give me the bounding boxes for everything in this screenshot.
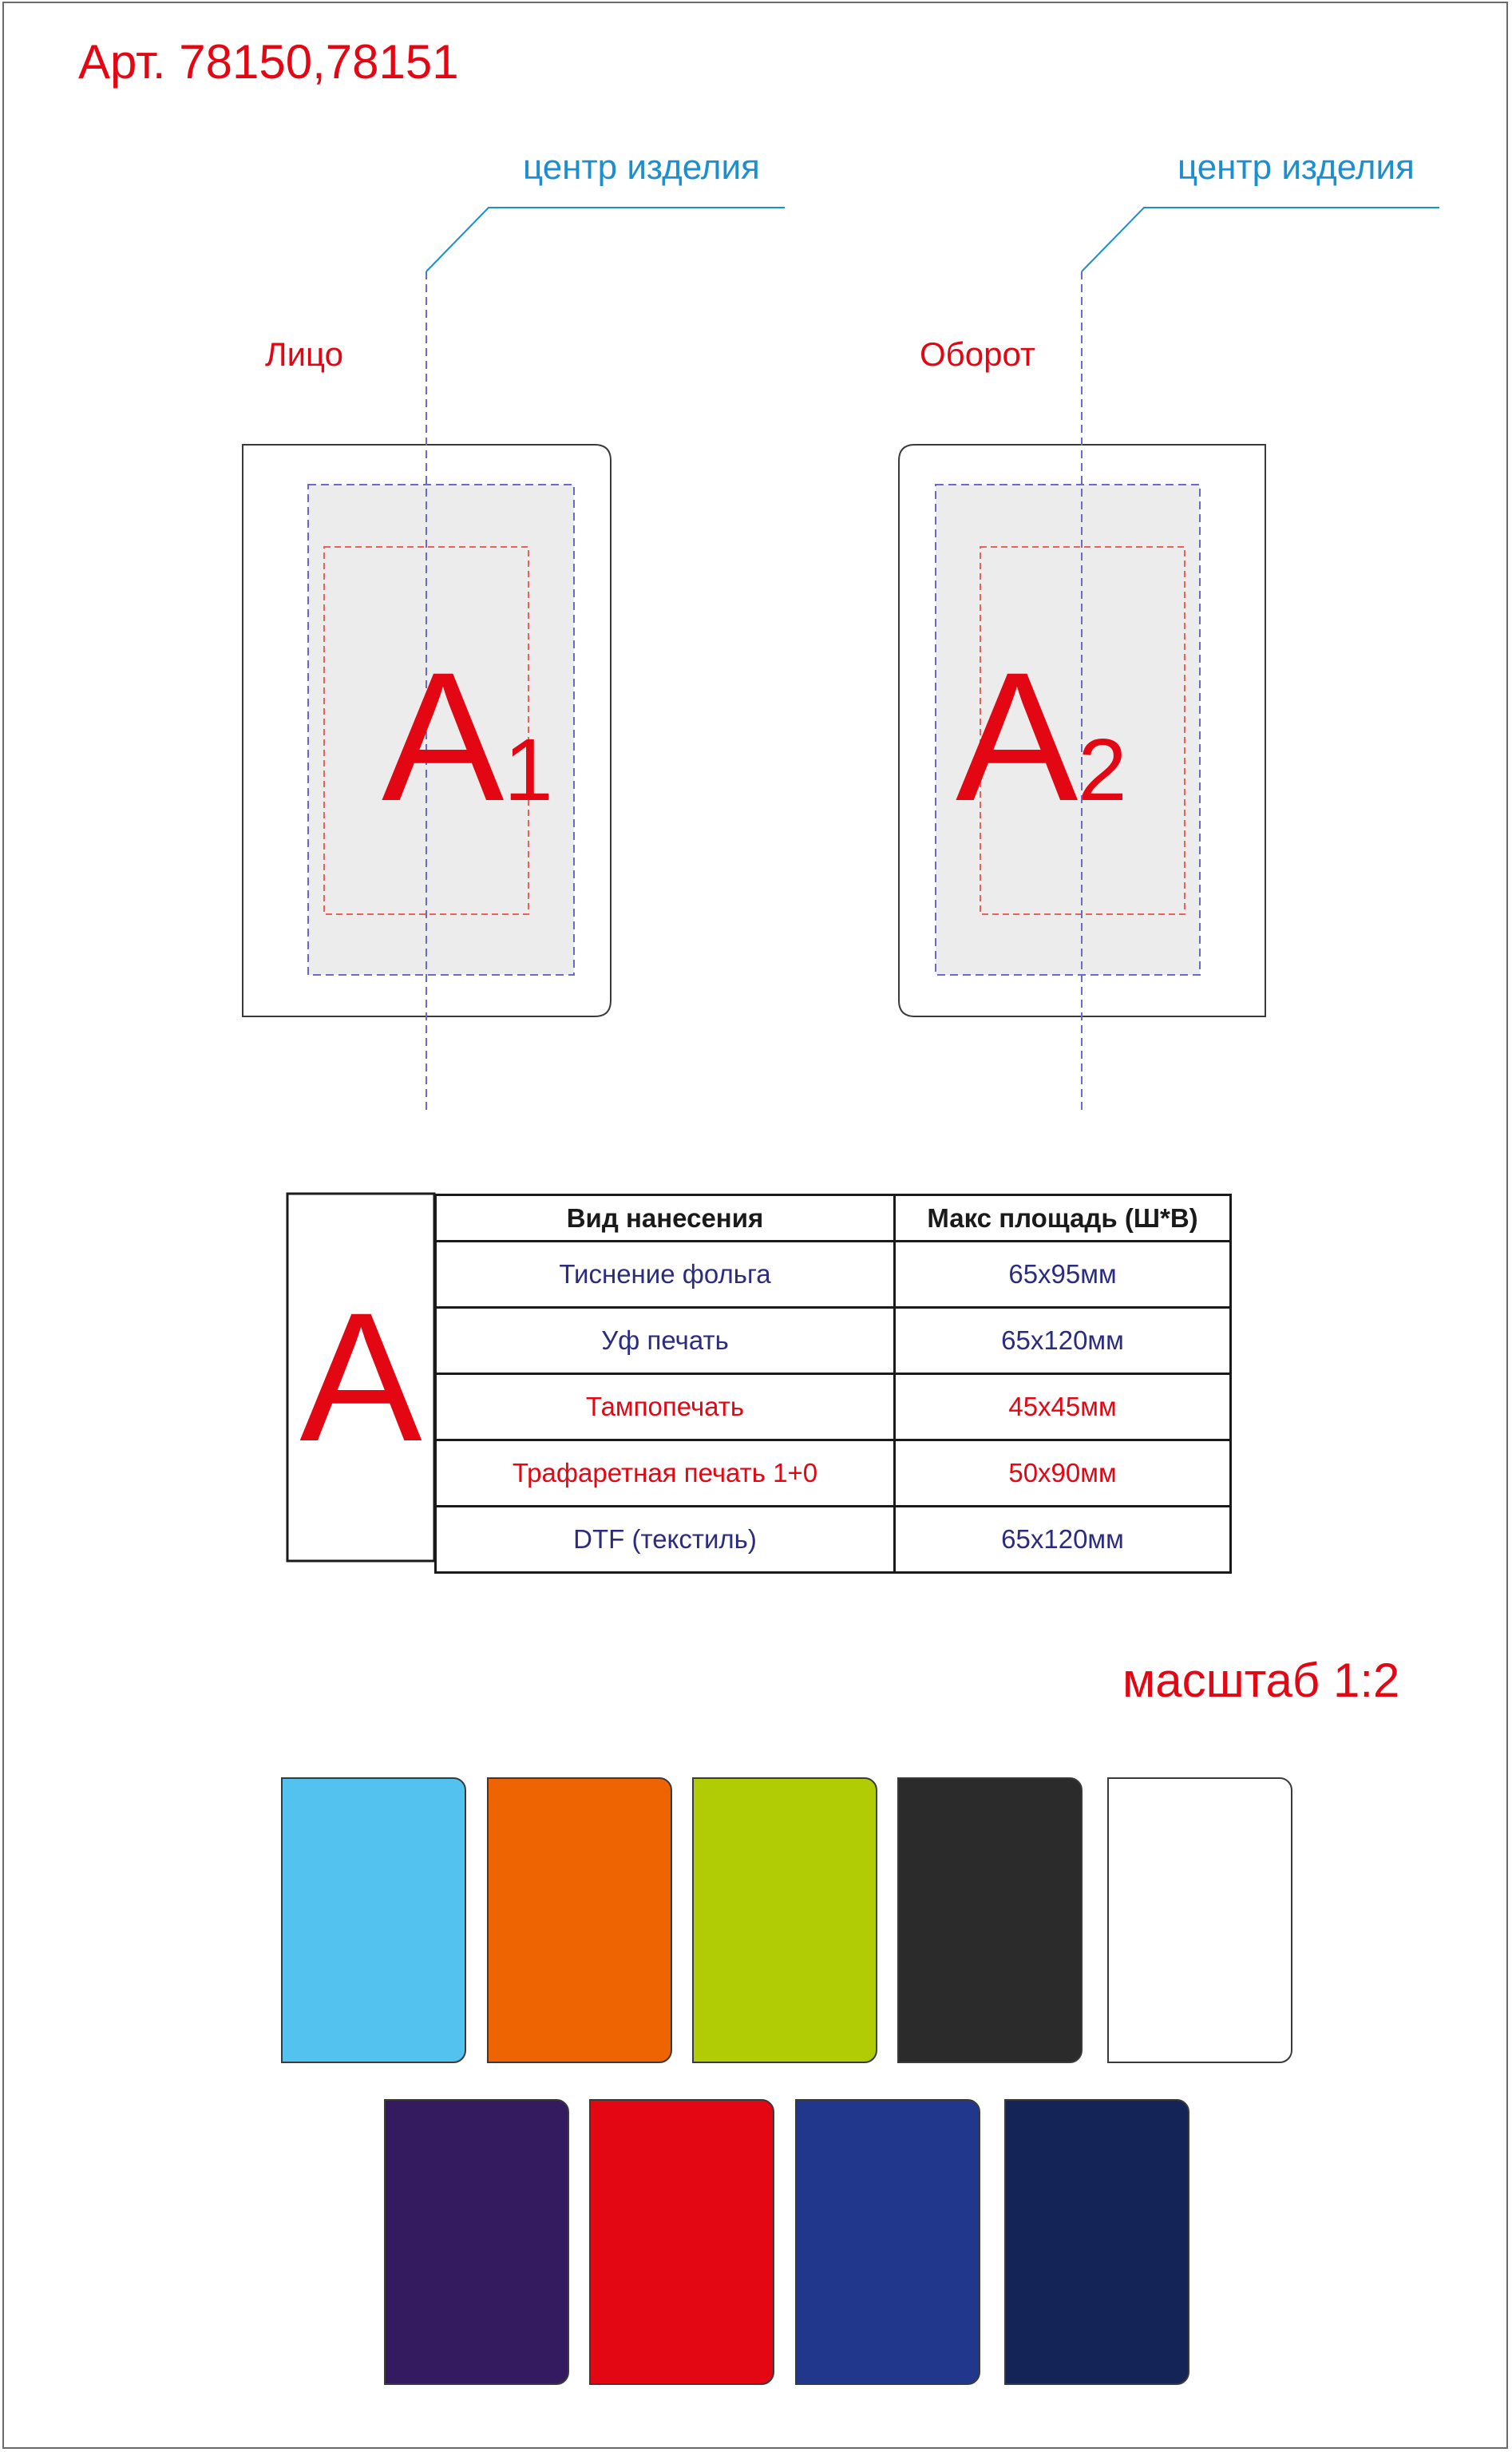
size-cell: 65х120мм: [895, 1507, 1231, 1573]
scale-label: масштаб 1:2: [1122, 1654, 1400, 1707]
color-swatch-white[interactable]: [1107, 1777, 1292, 2063]
table-area-letter: A: [299, 1274, 422, 1480]
center-label-front: центр изделия: [523, 148, 760, 187]
center-label-back: центр изделия: [1178, 148, 1415, 187]
article-title: Арт. 78150,78151: [78, 35, 459, 89]
method-cell: Трафаретная печать 1+0: [436, 1440, 895, 1507]
color-swatch-light-blue[interactable]: [281, 1777, 466, 2063]
color-swatch-blue[interactable]: [795, 2099, 980, 2385]
front-side-label: Лицо: [265, 335, 343, 373]
color-swatch-red[interactable]: [589, 2099, 774, 2385]
color-swatch-purple[interactable]: [384, 2099, 569, 2385]
method-cell: Тампопечать: [436, 1374, 895, 1440]
application-table: [434, 1194, 1232, 1574]
back-side-label: Оборот: [920, 335, 1036, 373]
method-cell: DTF (текстиль): [436, 1507, 895, 1573]
size-cell: 65х120мм: [895, 1308, 1231, 1374]
color-swatch-orange[interactable]: [487, 1777, 672, 2063]
color-swatch-lime[interactable]: [692, 1777, 877, 2063]
size-cell: 65х95мм: [895, 1242, 1231, 1308]
size-cell: 45х45мм: [895, 1374, 1231, 1440]
back-area-marker: A2: [956, 634, 1127, 839]
method-cell: Тиснение фольга: [436, 1242, 895, 1308]
size-cell: 50х90мм: [895, 1440, 1231, 1507]
color-swatch-navy[interactable]: [1004, 2099, 1189, 2385]
header-method: Вид нанесения: [436, 1195, 895, 1242]
table-row: [436, 1308, 1231, 1374]
table-row: [436, 1440, 1231, 1507]
method-cell: Уф печать: [436, 1308, 895, 1374]
back-center-leader: [1082, 208, 1439, 271]
front-area-marker: A1: [382, 634, 553, 839]
table-row: [436, 1242, 1231, 1308]
header-max-area: Макс площадь (Ш*В): [895, 1195, 1231, 1242]
table-row: [436, 1507, 1231, 1573]
color-swatch-black[interactable]: [897, 1777, 1083, 2063]
front-center-leader: [426, 208, 785, 271]
table-row: [436, 1374, 1231, 1440]
